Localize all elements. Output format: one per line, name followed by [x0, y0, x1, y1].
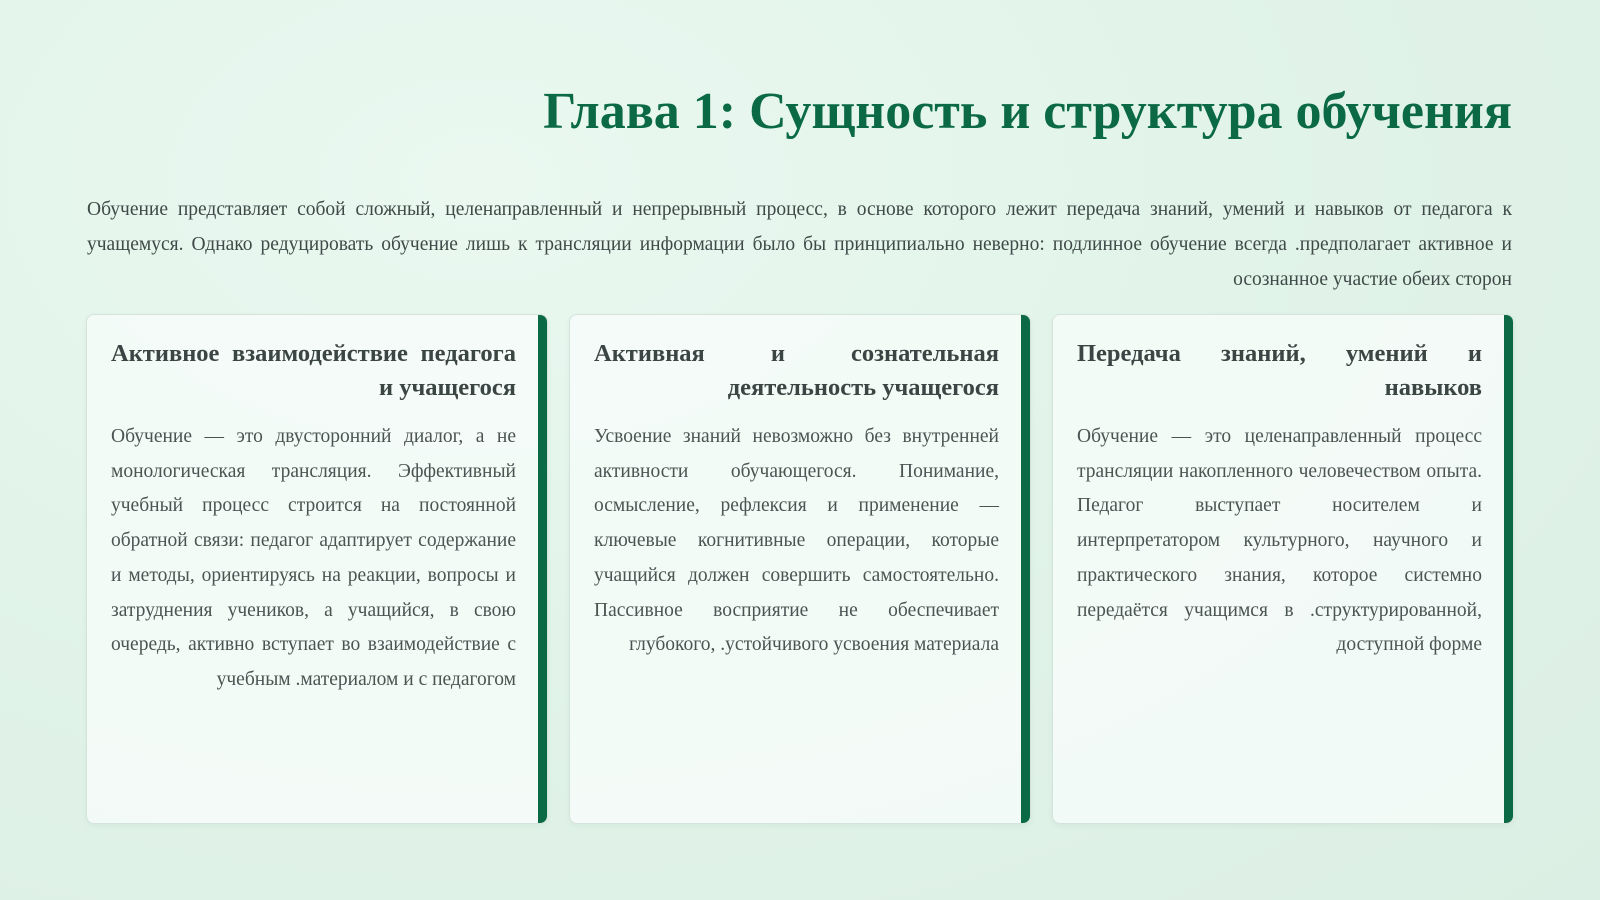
card-body: Усвоение знаний невозможно без внутренней активности обучающегося. Понимание, осмысление, рефлексия и применение — ключевые когнитивные операции, которые учащийся должен совершить самостоятельно. Пассивное восприятие не обеспечивает глубокого, .устойчивого усвоения материала: [594, 426, 999, 656]
card-title: Передача знаний, умений и навыков: [1077, 340, 1482, 401]
card-accent-bar: [538, 315, 547, 823]
card-conscious-activity: [569, 314, 1031, 824]
intro-paragraph: Обучение представляет собой сложный, целенаправленный и непрерывный процесс, в основе которого лежит передача знаний, умений и навыков от педагога к учащемуся. Однако редуцировать обучение лишь к трансляции информации было бы принципиально неверно: подлинное обучение всегда .предполагает активное и осознанное участие обеих сторон: [87, 199, 1512, 290]
card-body: Обучение — это двусторонний диалог, а не монологическая трансляция. Эффективный учебный процесс строится на постоянной обратной связи: педагог адаптирует содержание и методы, ориентируясь на реакции, вопросы и затруднения учеников, а учащийся, в свою очередь, активно вступает во взаимодействие с учебным .материалом и с педагогом: [111, 426, 516, 690]
card-title: Активное взаимодействие педагога и учащегося: [111, 340, 516, 401]
card-accent-bar: [1504, 315, 1513, 823]
card-knowledge-transfer: [1052, 314, 1514, 824]
card-active-interaction: [86, 314, 548, 824]
card-body: Обучение — это целенаправленный процесс трансляции накопленного человечеством опыта. Педагог выступает носителем и интерпретатором культурного, научного и практического знания, которое системно передаётся учащимся в .структурированной, доступной форме: [1077, 426, 1482, 656]
card-title: Активная и сознательная деятельность учащегося: [594, 340, 999, 401]
card-accent-bar: [1021, 315, 1030, 823]
slide-title: Глава 1: Сущность и структура обучения: [543, 83, 1512, 140]
